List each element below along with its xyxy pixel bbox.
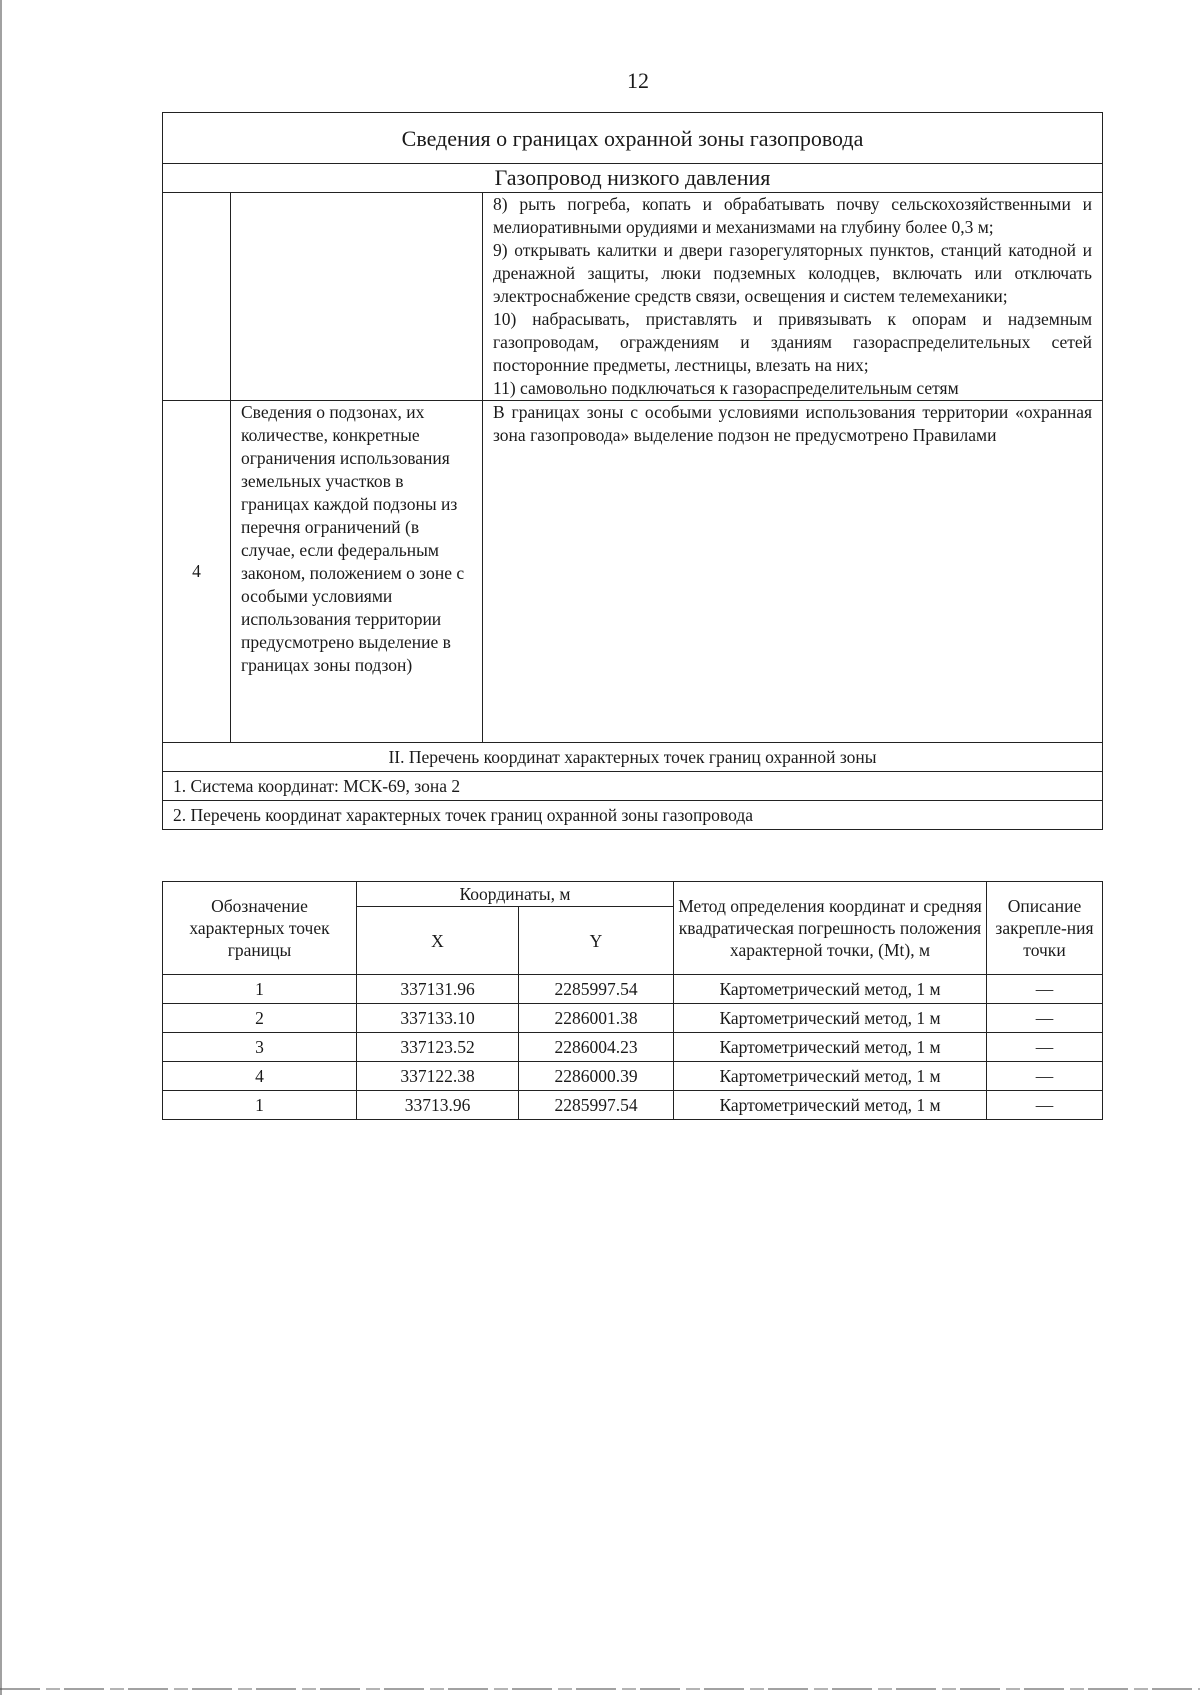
zone-info-table	[162, 112, 1103, 830]
header-y: Y	[519, 907, 674, 975]
point-cell: 3	[163, 1033, 357, 1062]
page-number: 12	[627, 68, 649, 93]
restriction-item: 11) самовольно подключаться к газораспределительным сетям	[493, 378, 959, 398]
coordinates-table	[162, 881, 1103, 1120]
method-cell: Картометрический метод, 1 м	[674, 975, 987, 1004]
x-cell: 337133.10	[357, 1004, 519, 1033]
desc-cell: —	[987, 1033, 1103, 1062]
section-heading: II. Перечень координат характерных точек границ охранной зоны	[163, 743, 1103, 772]
restrictions-number-cell	[163, 193, 231, 401]
row-number: 4	[163, 401, 231, 743]
point-cell: 2	[163, 1004, 357, 1033]
y-cell: 2286004.23	[519, 1033, 674, 1062]
table-row	[163, 975, 1103, 1004]
table-title: Сведения о границах охранной зоны газопровода	[163, 113, 1103, 164]
y-cell: 2286000.39	[519, 1062, 674, 1091]
desc-cell: —	[987, 1091, 1103, 1120]
desc-cell: —	[987, 1062, 1103, 1091]
table-row	[163, 1062, 1103, 1091]
restriction-item: 8) рыть погреба, копать и обрабатывать почву сельскохозяйственными и мелиоративными орудиями и механизмами на глубину более 0,3 м;	[493, 194, 1093, 237]
coord-system: 1. Система координат: МСК-69, зона 2	[163, 772, 1103, 801]
x-cell: 33713.96	[357, 1091, 519, 1120]
x-cell: 337122.38	[357, 1062, 519, 1091]
restriction-item: 9) открывать калитки и двери газорегуляторных пунктов, станций катодной и дренажной защиты, люки подземных колодцев, включать или отключать электроснабжение средств связи, освещения и систем телемеханики;	[493, 240, 1093, 306]
y-cell: 2285997.54	[519, 975, 674, 1004]
y-cell: 2285997.54	[519, 1091, 674, 1120]
point-cell: 4	[163, 1062, 357, 1091]
desc-cell: —	[987, 975, 1103, 1004]
header-method: Метод определения координат и средняя квадратическая погрешность положения характерной точки, (Mt), м	[674, 882, 987, 975]
table-row	[163, 1033, 1103, 1062]
restrictions-row	[163, 193, 1103, 401]
desc-cell: —	[987, 1004, 1103, 1033]
table-subtitle: Газопровод низкого давления	[163, 164, 1103, 193]
point-cell: 1	[163, 1091, 357, 1120]
restrictions-label-cell	[231, 193, 483, 401]
method-cell: Картометрический метод, 1 м	[674, 1091, 987, 1120]
header-x: X	[357, 907, 519, 975]
header-point: Обозначение характерных точек границы	[163, 882, 357, 975]
method-cell: Картометрический метод, 1 м	[674, 1004, 987, 1033]
restriction-item: 10) набрасывать, приставлять и привязывать к опорам и надземным газопроводам, ограждениям и зданиям газораспределительных сетей посторонние предметы, лестницы, влезать на них;	[493, 309, 1093, 375]
scan-artifact-line	[0, 1688, 1200, 1690]
x-cell: 337131.96	[357, 975, 519, 1004]
header-description: Описание закрепле-ния точки	[987, 882, 1103, 975]
scan-edge	[0, 0, 2, 1695]
subzones-row	[163, 401, 1103, 743]
method-cell: Картометрический метод, 1 м	[674, 1062, 987, 1091]
point-cell: 1	[163, 975, 357, 1004]
x-cell: 337123.52	[357, 1033, 519, 1062]
restrictions-value-cell	[483, 193, 1103, 401]
header-coordinates: Координаты, м	[357, 882, 674, 907]
method-cell: Картометрический метод, 1 м	[674, 1033, 987, 1062]
y-cell: 2286001.38	[519, 1004, 674, 1033]
subzones-label: Сведения о подзонах, их количестве, конкретные ограничения использования земельных участков в границах каждой подзоны из перечня ограничений (в случае, если федеральным законом, положением о зоне с особыми условиями использования территории предусмотрено выделение в границах зоны подзон)	[231, 401, 483, 743]
subzones-value: В границах зоны с особыми условиями использования территории «охранная зона газопровода» выделение подзон не предусмотрено Правилами	[483, 401, 1103, 743]
table-row	[163, 1091, 1103, 1120]
coords-list-title: 2. Перечень координат характерных точек границ охранной зоны газопровода	[163, 801, 1103, 830]
table-row	[163, 1004, 1103, 1033]
